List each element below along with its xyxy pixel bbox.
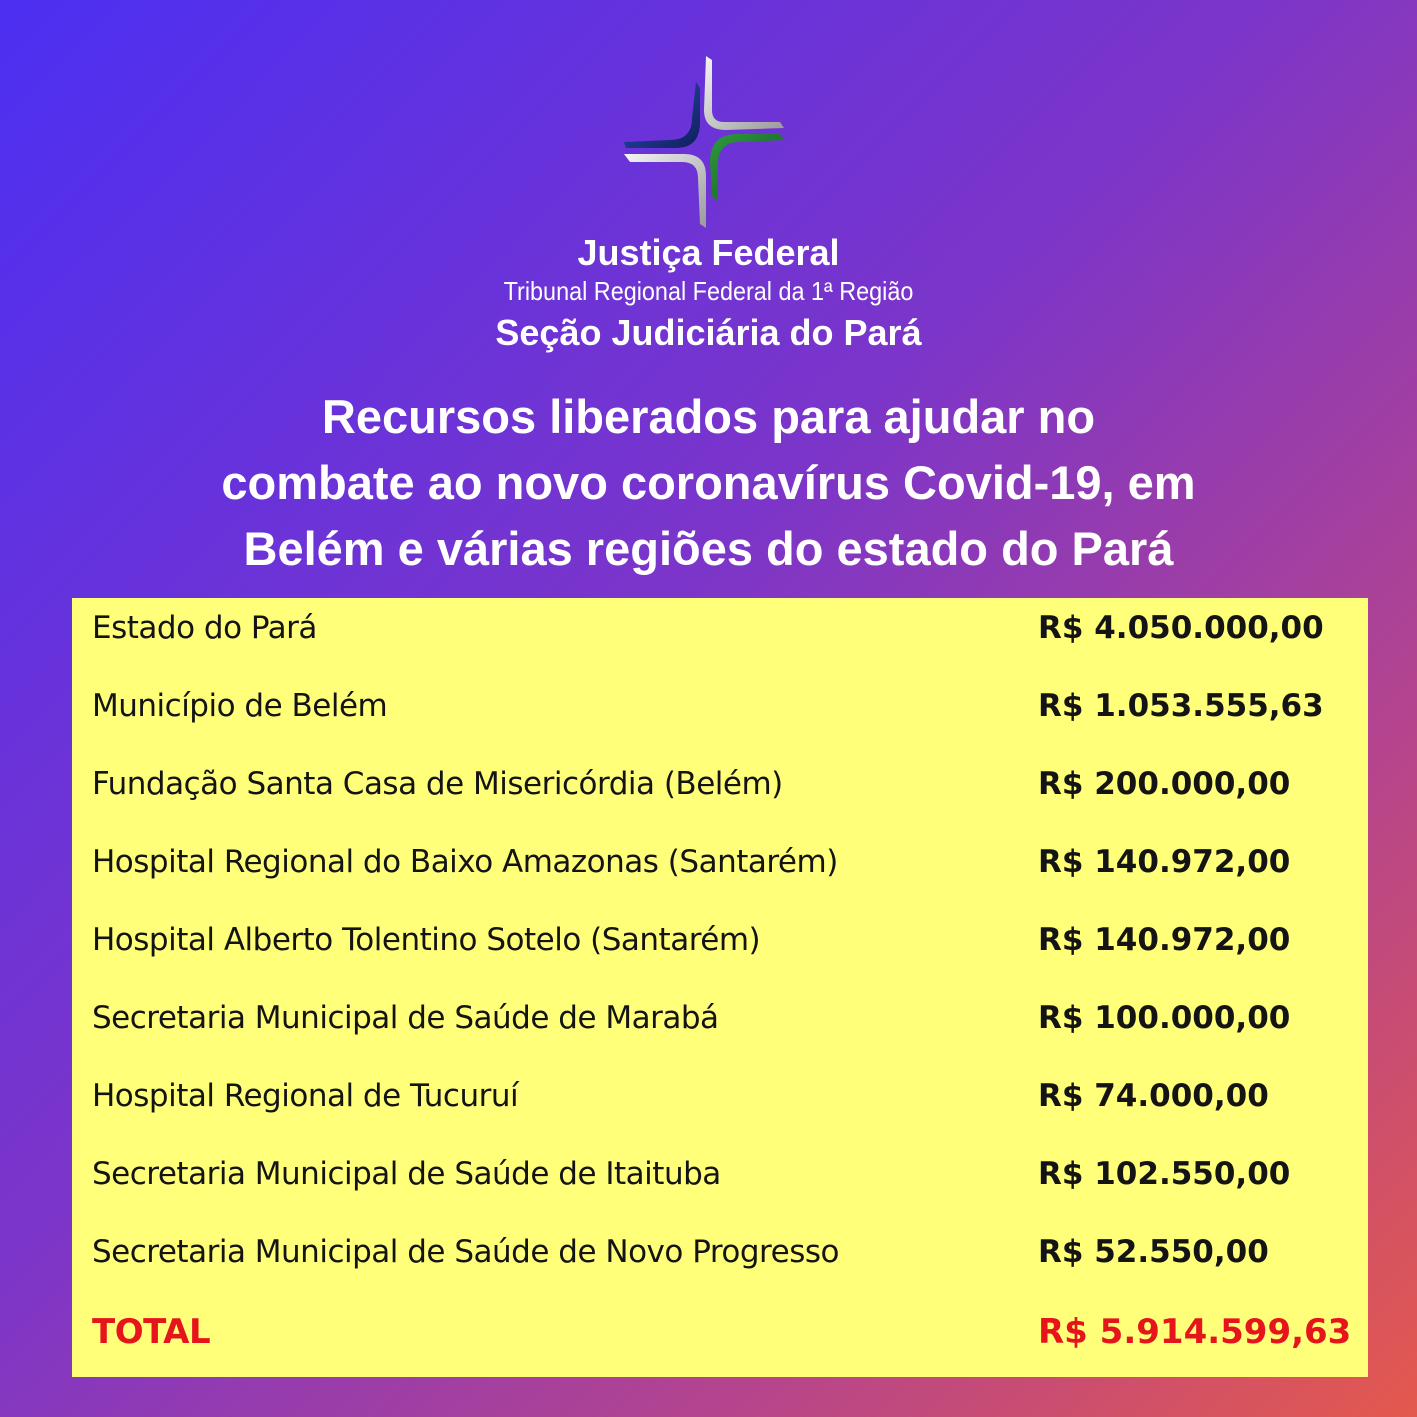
headline-line-3: Belém e várias regiões do estado do Pará — [243, 522, 1174, 575]
row-label: Hospital Alberto Tolentino Sotelo (Santarém) — [92, 922, 761, 958]
row-label: Hospital Regional de Tucuruí — [92, 1078, 519, 1114]
row-value: R$ 102.550,00 — [1038, 1156, 1291, 1192]
table-row — [72, 676, 1368, 754]
table-row — [72, 910, 1368, 988]
table-row — [72, 1144, 1368, 1222]
row-label: Município de Belém — [92, 688, 388, 724]
headline — [40, 384, 1377, 582]
row-value: R$ 1.053.555,63 — [1038, 688, 1324, 724]
row-value: R$ 140.972,00 — [1038, 922, 1291, 958]
headline-line-2: combate ao novo coronavírus Covid-19, em — [221, 456, 1196, 509]
row-value: R$ 52.550,00 — [1038, 1234, 1269, 1270]
total-row — [72, 1300, 1368, 1378]
org-subtitle: Tribunal Regional Federal da 1ª Região — [503, 276, 914, 306]
total-label: TOTAL — [92, 1312, 211, 1352]
justica-federal-logo-icon — [620, 52, 790, 232]
table-row — [72, 988, 1368, 1066]
org-section: Seção Judiciária do Pará — [495, 312, 922, 353]
row-label: Secretaria Municipal de Saúde de Itaituba — [92, 1156, 721, 1192]
row-label: Hospital Regional do Baixo Amazonas (Santarém) — [92, 844, 838, 880]
table-row — [72, 754, 1368, 832]
row-value: R$ 4.050.000,00 — [1038, 610, 1324, 646]
row-value: R$ 100.000,00 — [1038, 1000, 1291, 1036]
headline-line-1: Recursos liberados para ajudar no — [321, 390, 1096, 443]
row-value: R$ 74.000,00 — [1038, 1078, 1269, 1114]
row-label: Secretaria Municipal de Saúde de Marabá — [92, 1000, 719, 1036]
table-row — [72, 598, 1368, 676]
org-name: Justiça Federal — [577, 232, 840, 273]
table-row — [72, 1222, 1368, 1300]
total-value: R$ 5.914.599,63 — [1038, 1312, 1352, 1352]
table-row — [72, 1066, 1368, 1144]
resources-table — [72, 598, 1368, 1377]
table-row — [72, 832, 1368, 910]
row-value: R$ 200.000,00 — [1038, 766, 1291, 802]
row-label: Secretaria Municipal de Saúde de Novo Progresso — [92, 1234, 839, 1270]
row-label: Fundação Santa Casa de Misericórdia (Belém) — [92, 766, 783, 802]
row-value: R$ 140.972,00 — [1038, 844, 1291, 880]
row-label: Estado do Pará — [92, 610, 317, 646]
